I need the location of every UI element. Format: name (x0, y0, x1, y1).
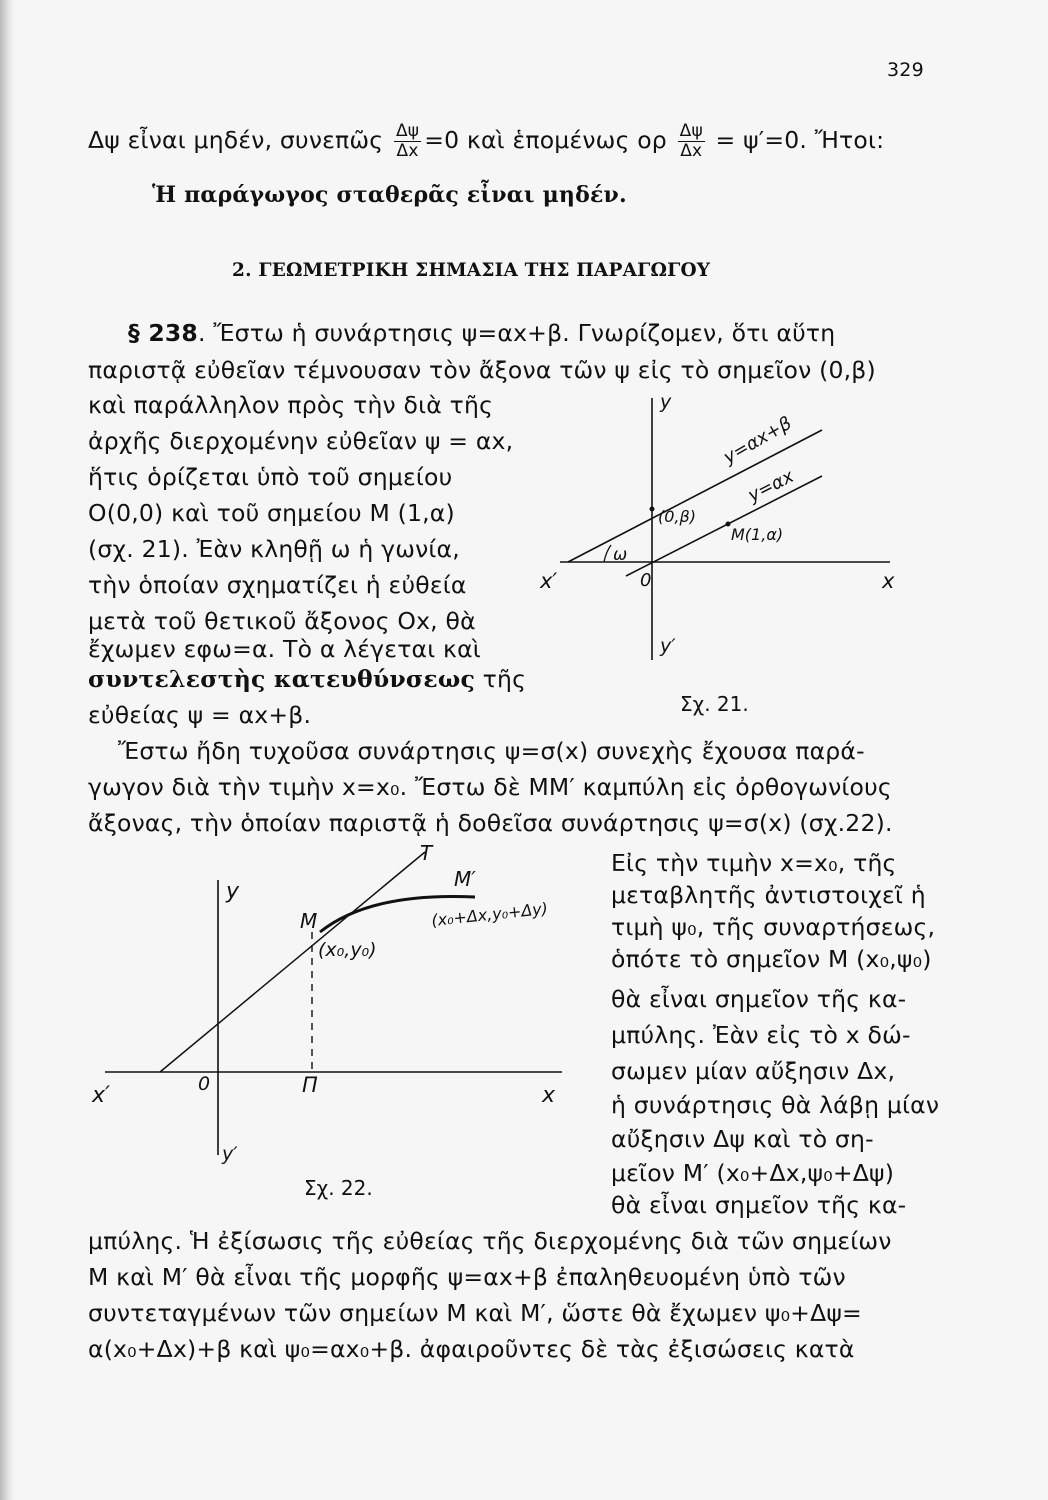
label-point-m: M(1,α) (731, 525, 784, 544)
label-y: y (226, 879, 240, 904)
para238-line: ἔχωμεν εφω=α. Τὸ α λέγεται καὶ (88, 635, 481, 663)
label-x: x (882, 569, 895, 593)
para238-line: O(0,0) καὶ τοῦ σημείου M (1,α) (88, 499, 455, 527)
para2-right-line: μεταβλητῆς ἀντιστοιχεῖ ἡ (611, 881, 926, 909)
para2-line: μπύλης. Ἡ ἐξίσωσις τῆς εὐθείας τῆς διερχομένης διὰ τῶν σημείων (88, 1227, 892, 1255)
text-line-1 (88, 122, 884, 161)
label-line-y-ax: y=αx (744, 465, 798, 507)
text-segment: . Ἔστω ἡ συνάρτησις ψ=αx+β. Γνωρίζομεν, ὅτι αὕτη (198, 319, 836, 347)
para238-line (88, 664, 526, 694)
para2-right-line: αὔξησιν Δψ καὶ τὸ ση- (611, 1125, 874, 1153)
text-segment: = ψ′=0. Ἤτοι: (715, 126, 885, 154)
para238-line: (σχ. 21). Ἐὰν κληθῇ ω ἡ γωνία, (88, 535, 460, 563)
label-M-prime: M′ (454, 867, 476, 891)
label-omega: ω (613, 545, 628, 565)
label-m-prime-coords: (x₀+Δx,y₀+Δy) (430, 898, 549, 930)
text-segment: τῆς (475, 665, 527, 693)
para2-right-line: θὰ εἶναι σημεῖον τῆς κα- (611, 1191, 907, 1219)
para2-right-line: ἡ συνάρτησις θὰ λάβῃ μίαν (611, 1091, 940, 1119)
fraction-denominator: Δx (396, 141, 419, 161)
para238-line: ἀρχῆς διερχομένην εὐθεῖαν ψ = αx, (88, 427, 514, 455)
theorem-statement: Ἡ παράγωγος σταθερᾶς εἶναι μηδέν. (152, 182, 627, 208)
para2-line: γωγον διὰ τὴν τιμὴν x=x₀. Ἔστω δὲ MM′ καμπύλη εἰς ὀρθογωνίους (88, 773, 892, 801)
para2-right-line: μπύλης. Ἐὰν εἰς τὸ x δώ- (611, 1021, 911, 1049)
label-x: x (542, 1083, 556, 1108)
para2-right-line: σωμεν μίαν αὔξησιν Δx, (611, 1057, 896, 1085)
figure-22-caption: Σχ. 22. (304, 1176, 373, 1200)
text-segment: Δψ εἶναι μηδέν, συνεπῶς (88, 126, 384, 154)
para238-line: τὴν ὁποίαν σχηματίζει ἡ εὐθεία (88, 571, 467, 599)
section-number: § 238 (128, 319, 198, 347)
para2-right-line: τιμὴ ψ₀, τῆς συναρτήσεως, (611, 913, 936, 941)
para2-line: Ἔστω ἤδη τυχοῦσα συνάρτησις ψ=σ(x) συνεχὴς ἔχουσα παρά- (118, 737, 865, 765)
label-x-neg: x′ (540, 569, 558, 593)
label-line-y-ax-plus-b: y=αx+β (720, 412, 796, 469)
line-y-ax (626, 476, 822, 576)
point-m (726, 522, 731, 527)
para238-line: εὐθείας ψ = αx+β. (88, 701, 312, 729)
label-origin: 0 (640, 570, 652, 591)
para2-line: ἄξονας, τὴν ὁποίαν παριστᾷ ἡ δοθεῖσα συνάρτησις ψ=σ(x) (σχ.22). (88, 809, 893, 837)
figure-21-caption: Σχ. 21. (680, 692, 749, 716)
fraction-denominator: Δx (680, 141, 703, 161)
label-point-0-b: (0,β) (658, 507, 696, 526)
para238-line: μετὰ τοῦ θετικοῦ ἄξονος Ox, θὰ (88, 607, 476, 635)
para238-line: ἥτις ὁρίζεται ὑπὸ τοῦ σημείου (88, 463, 453, 491)
label-y: y (660, 391, 672, 413)
para2-right-line: θὰ εἶναι σημεῖον τῆς κα- (611, 985, 907, 1013)
para2-right-line: ὁπότε τὸ σημεῖον M (x₀,ψ₀) (611, 945, 932, 973)
label-y-neg: y′ (222, 1143, 238, 1165)
figure-22 (80, 840, 600, 1170)
para2-line: συντεταγμένων τῶν σημείων M καὶ M′, ὥστε θὰ ἔχωμεν ψ₀+Δψ= (88, 1299, 862, 1327)
bold-term: συντελεστὴς κατευθύνσεως (88, 665, 475, 693)
label-m-coords: (x₀,y₀) (318, 939, 377, 961)
label-pi: Π (302, 1073, 318, 1097)
label-x-neg: x′ (92, 1083, 111, 1108)
para2-right-line: μεῖον M′ (x₀+Δx,ψ₀+Δψ) (611, 1159, 895, 1187)
text-segment: =0 καὶ ἑπομένως ορ (424, 126, 667, 154)
page-edge-shadow (0, 0, 14, 1500)
fraction-numerator: Δψ (679, 121, 703, 141)
secant-line-mm-prime (160, 852, 425, 1072)
para2-line: M καὶ M′ θὰ εἶναι τῆς μορφῆς ψ=αx+β ἐπαληθευομένη ὑπὸ τῶν (88, 1263, 846, 1291)
section-heading: 2. ΓΕΩΜΕΤΡΙΚΗ ΣΗΜΑΣΙΑ ΤΗΣ ΠΑΡΑΓΩΓΟΥ (232, 260, 711, 281)
point-0-b (650, 507, 655, 512)
label-origin: 0 (198, 1073, 211, 1095)
para238-line (128, 318, 835, 348)
fraction-numerator: Δψ (395, 121, 420, 141)
label-T: T (420, 841, 433, 865)
fraction-dpsi-dx (394, 122, 421, 161)
angle-omega-arc (604, 545, 611, 562)
para2-line: α(x₀+Δx)+β καὶ ψ₀=αx₀+β. ἀφαιροῦντες δὲ τὰς ἐξισώσεις κατὰ (88, 1335, 855, 1363)
page-number: 329 (887, 59, 924, 81)
label-M: M (300, 909, 318, 933)
para2-right-line: Εἰς τὴν τιμὴν x=x₀, τῆς (611, 849, 897, 877)
figure-21 (530, 390, 930, 690)
para238-line: παριστᾷ εὐθεῖαν τέμνουσαν τὸν ἄξονα τῶν ψ εἰς τὸ σημεῖον (0,β) (88, 356, 876, 384)
fraction-dpsi-dx (678, 122, 705, 161)
para238-line: καὶ παράλληλον πρὸς τὴν διὰ τῆς (88, 391, 494, 419)
label-y-neg: y′ (660, 635, 676, 657)
